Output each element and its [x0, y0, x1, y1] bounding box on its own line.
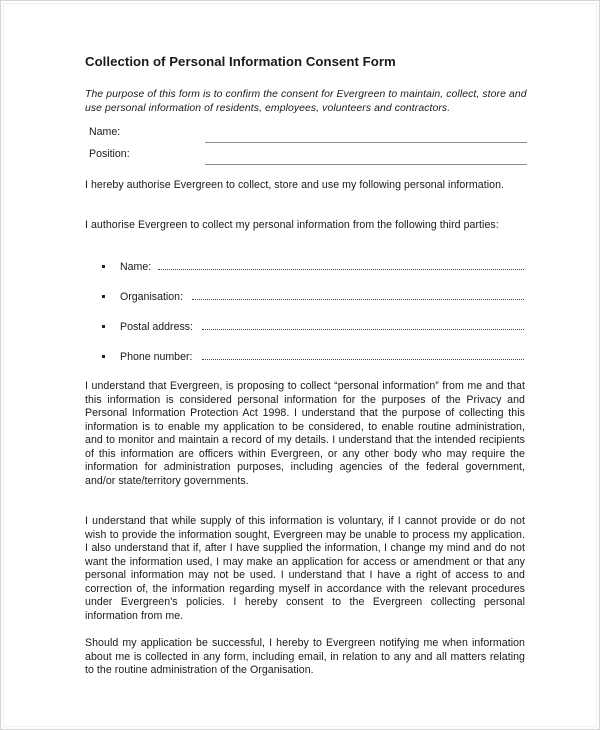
form-title: Collection of Personal Information Consent Form	[85, 54, 396, 69]
third-party-organisation-item	[102, 290, 526, 304]
bullet-icon	[102, 295, 105, 298]
position-field[interactable]	[205, 164, 527, 165]
bullet-icon	[102, 355, 105, 358]
third-party-postal-address-item	[102, 320, 526, 334]
authorise-statement: I hereby authorise Evergreen to collect, store and use my following personal information.	[85, 179, 505, 191]
third-party-postal-address-field[interactable]	[202, 329, 524, 330]
understanding-paragraph: I understand that Evergreen, is proposing to collect “personal information” from me and that this information is considered personal information for the purposes of the Privacy and Personal Information Protection Act 1998. I understand that the purpose of collecting this information is to enable my application to be considered, to enable routine administration, and to monitor and maintain a record of my details. I understand that the intended recipients of this information are officers within Evergreen, or any other body who may require the information for administration purposes, including agencies of the federal government, and/or state/territory governments.	[85, 380, 525, 487]
name-field[interactable]	[205, 142, 527, 143]
third-party-phone-item	[102, 350, 526, 364]
position-label: Position:	[89, 148, 130, 160]
notification-paragraph: Should my application be successful, I hereby to Evergreen notifying me when information about me is collected in any form, including email, in relation to any and all matters relating to the routine administration of the Organisation.	[85, 637, 525, 676]
third-party-postal-address-label: Postal address:	[120, 321, 194, 333]
third-party-name-item	[102, 260, 526, 274]
form-intro: The purpose of this form is to confirm the consent for Evergreen to maintain, collect, store and use personal information of residents, employees, volunteers and contractors.	[85, 89, 527, 114]
third-party-phone-label: Phone number:	[120, 351, 193, 363]
voluntary-paragraph: I understand that while supply of this information is voluntary, if I cannot provide or do not wish to provide the information sought, Evergreen may be unable to process my application. I also understand that if, after I have supplied the information, I change my mind and do not want the information used, I may make an application for access or amendment or that any personal information may not be used. I understand that I have a right of access to and correction of, the information regarding myself in accordance with the relevant procedures under Evergreen's policies. I hereby consent to the Evergreen collecting personal information from me.	[85, 515, 525, 622]
third-party-organisation-label: Organisation:	[120, 291, 184, 303]
third-party-name-label: Name:	[120, 261, 152, 273]
bullet-icon	[102, 265, 105, 268]
name-label: Name:	[89, 126, 121, 138]
third-party-phone-field[interactable]	[202, 359, 524, 360]
bullet-icon	[102, 325, 105, 328]
third-party-organisation-field[interactable]	[192, 299, 524, 300]
third-party-name-field[interactable]	[158, 269, 524, 270]
third-party-statement: I authorise Evergreen to collect my personal information from the following third parties:	[85, 219, 499, 231]
